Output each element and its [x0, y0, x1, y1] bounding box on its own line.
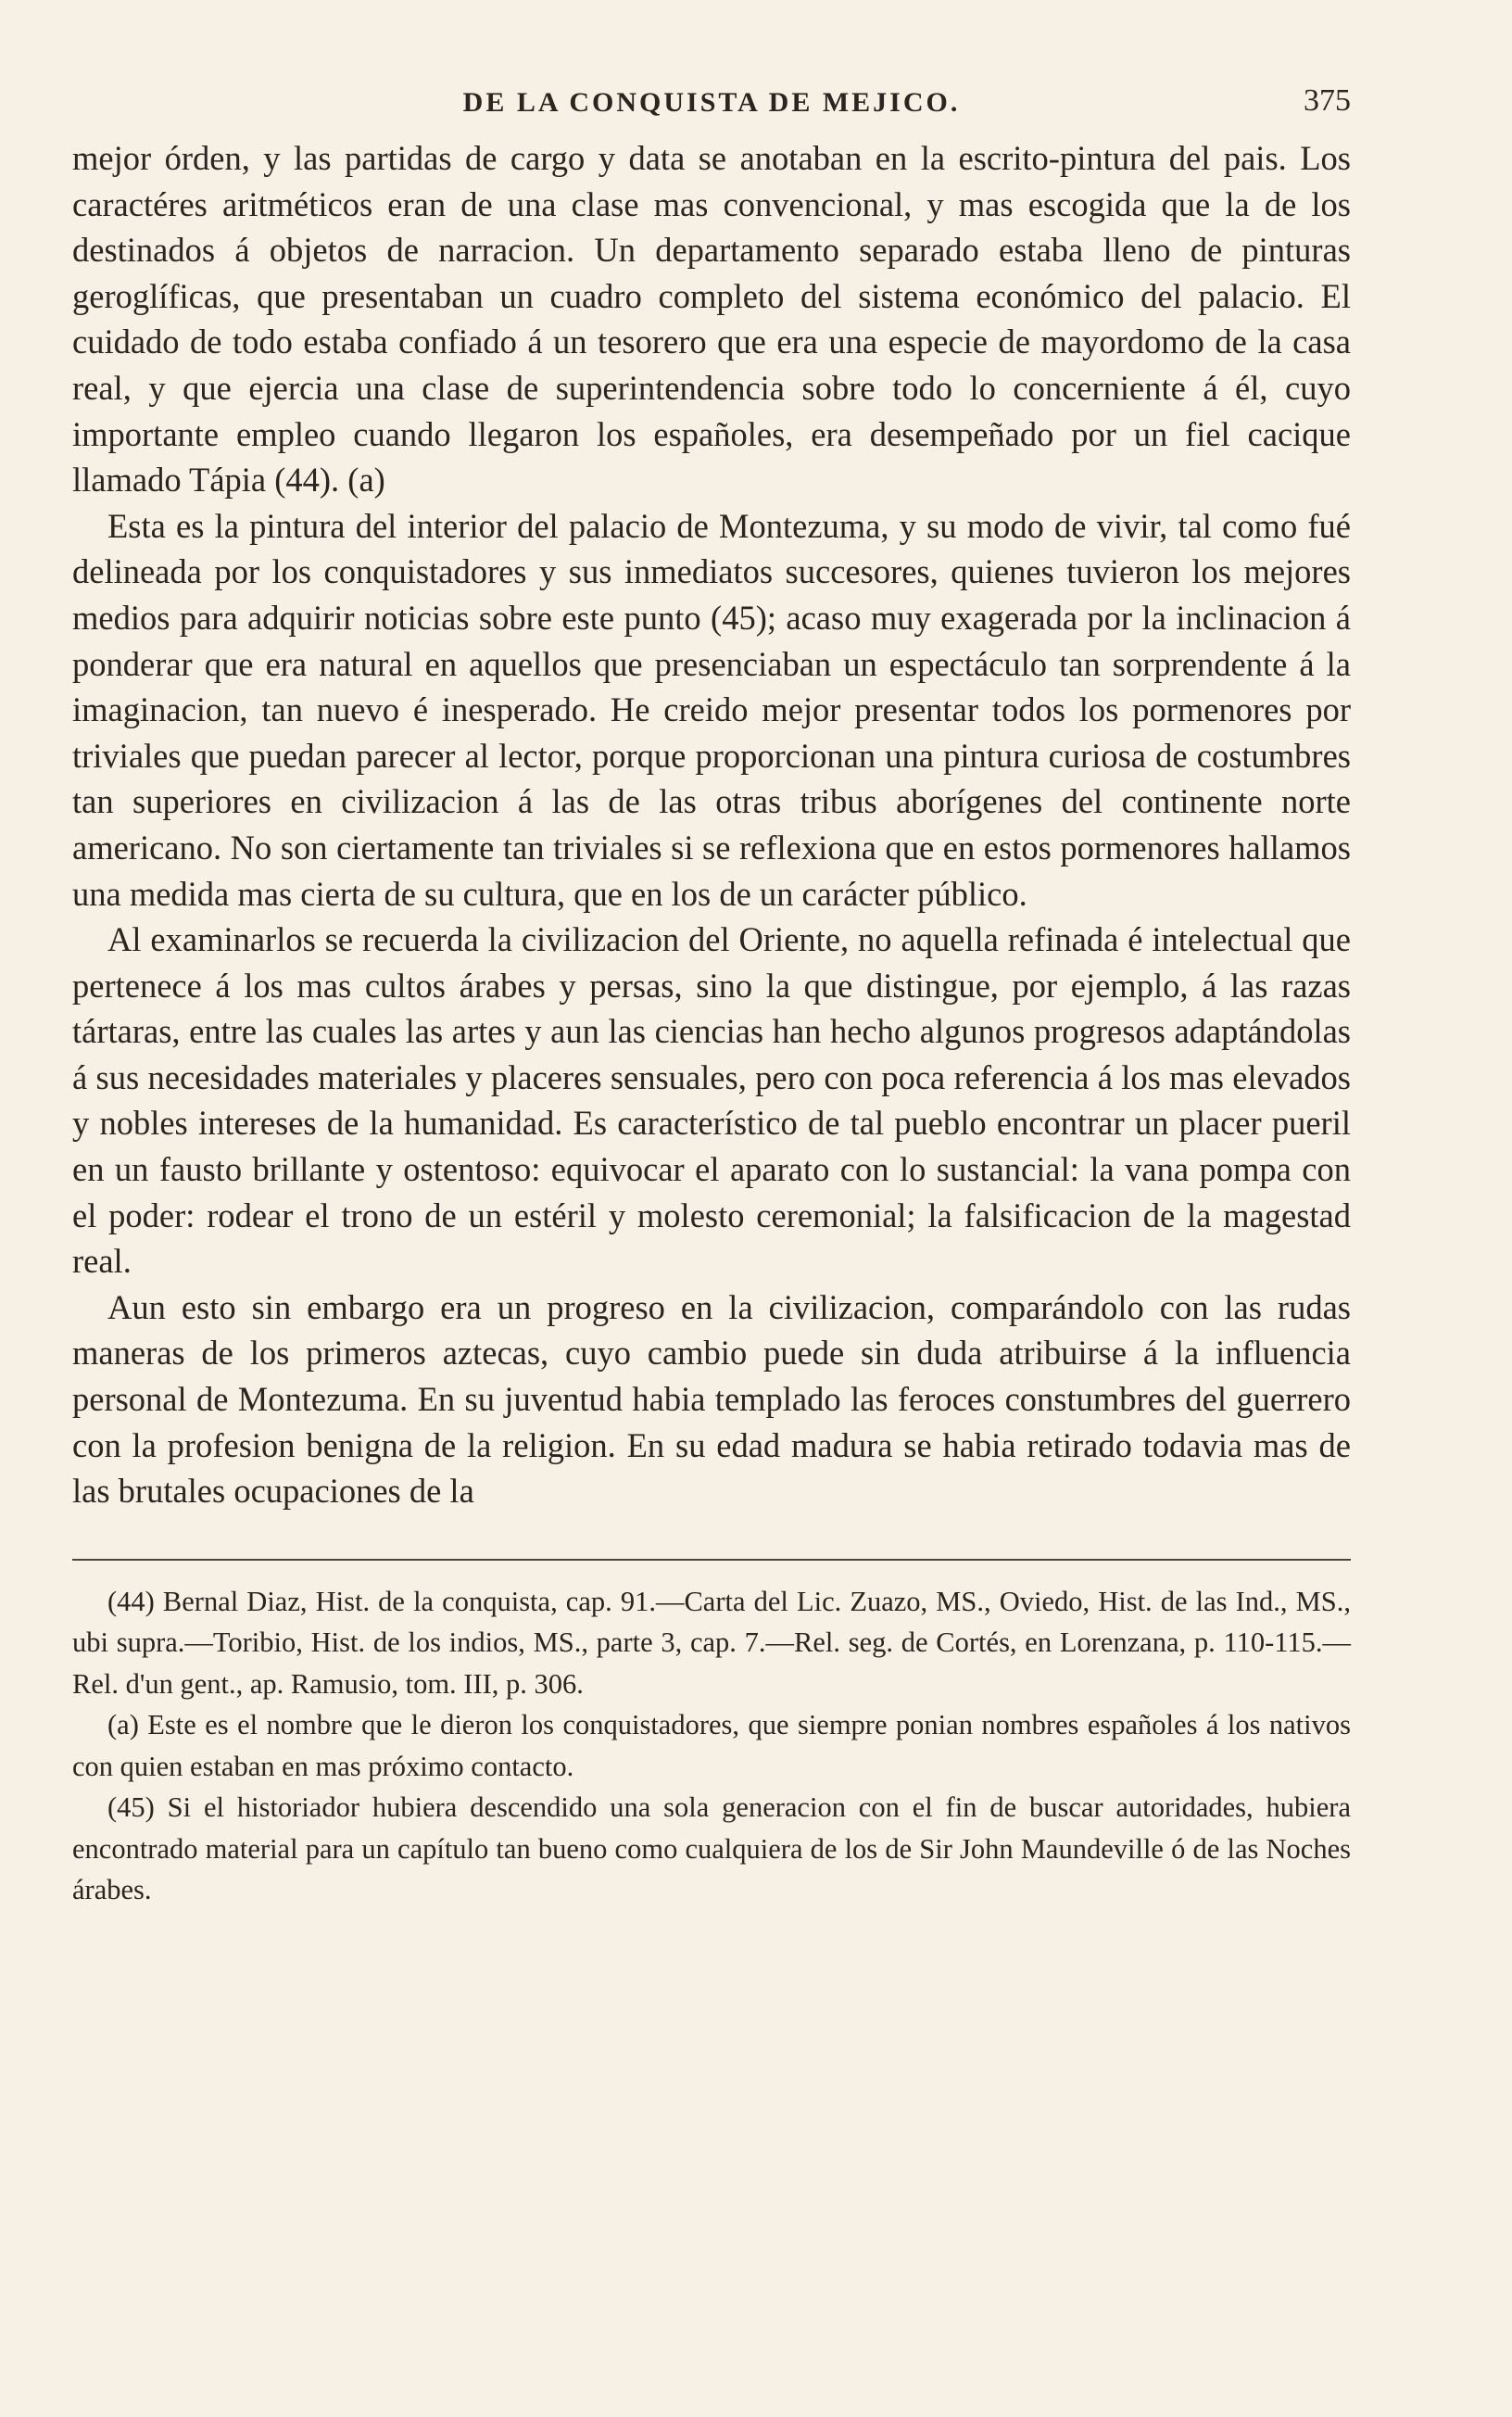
body-text: [72, 135, 1351, 1514]
paragraph-continuation: mejor órden, y las partidas de cargo y data se anotaban en la escrito-pintura del pais. Los caractéres aritméticos eran de una clase mas convencional, y mas escogida que la de los destinados á objetos de narracion. Un departamento separado estaba lleno de pinturas geroglíficas, que presentaban un cuadro completo del sistema económico del palacio. El cuidado de todo estaba confiado á un tesorero que era una especie de mayordomo de la casa real, y que ejercia una clase de superintendencia sobre todo lo concerniente á él, cuyo importante empleo cuando llegaron los españoles, era desempeñado por un fiel cacique llamado Tápia (44). (a): [72, 139, 1351, 500]
running-head: [72, 83, 1351, 130]
running-title: DE LA CONQUISTA DE MEJICO.: [462, 87, 961, 118]
footnote-45: (45) Si el historiador hubiera descendido una sola generacion con el fin de buscar autoridades, hubiera encontrado material para un capítulo tan bueno como cualquiera de los de Sir John Maundeville ó de las Noches árabes.: [72, 1791, 1351, 1906]
page-number: 375: [1304, 83, 1351, 118]
paragraph: Aun esto sin embargo era un progreso en la civilizacion, comparándolo con las rudas maneras de los primeros aztecas, cuyo cambio puede sin duda atribuirse á la influencia personal de Montezuma. En su juventud habia templado las feroces constumbres del guerrero con la profesion benigna de la religion. En su edad madura se habia retirado todavia mas de las brutales ocupaciones de la: [72, 1287, 1351, 1511]
footnotes: [72, 1581, 1351, 1911]
book-page: [72, 83, 1351, 1911]
footnote-44: (44) Bernal Diaz, Hist. de la conquista, cap. 91.—Carta del Lic. Zuazo, MS., Oviedo, Hist. de las Ind., MS., ubi supra.—Toribio, Hist. de los indios, MS., parte 3, cap. 7.—Rel. seg. de Cortés, en Lorenzana, p. 110-115.—Rel. d'un gent., ap. Ramusio, tom. III, p. 306.: [72, 1585, 1351, 1700]
paragraph: Esta es la pintura del interior del palacio de Montezuma, y su modo de vivir, tal como fué delineada por los conquistadores y sus inmediatos succesores, quienes tuvieron los mejores medios para adquirir noticias sobre este punto (45); acaso muy exagerada por la inclinacion á ponderar que era natural en aquellos que presenciaban un espectáculo tan sorprendente á la imaginacion, tan nuevo é inesperado. He creido mejor presentar todos los pormenores por triviales que puedan parecer al lector, porque proporcionan una pintura curiosa de costumbres tan superiores en civilizacion á las de las otras tribus aborígenes del continente norte americano. No son ciertamente tan triviales si se reflexiona que en estos pormenores hallamos una medida mas cierta de su cultura, que en los de un carácter público.: [72, 506, 1351, 913]
footnote-a: (a) Este es el nombre que le dieron los conquistadores, que siempre ponian nombres españoles á los nativos con quien estaban en mas próximo contacto.: [72, 1709, 1351, 1782]
paragraph: Al examinarlos se recuerda la civilizacion del Oriente, no aquella refinada é intelectual que pertenece á los mas cultos árabes y persas, sino la que distingue, por ejemplo, á las razas tártaras, entre las cuales las artes y aun las ciencias han hecho algunos progresos adaptándolas á sus necesidades materiales y placeres sensuales, pero con poca referencia á los mas elevados y nobles intereses de la humanidad. Es característico de tal pueblo encontrar un placer pueril en un fausto brillante y ostentoso: equivocar el aparato con lo sustancial: la vana pompa con el poder: rodear el trono de un estéril y molesto ceremonial; la falsificacion de la magestad real.: [72, 920, 1351, 1281]
footnote-divider: [72, 1559, 1351, 1561]
